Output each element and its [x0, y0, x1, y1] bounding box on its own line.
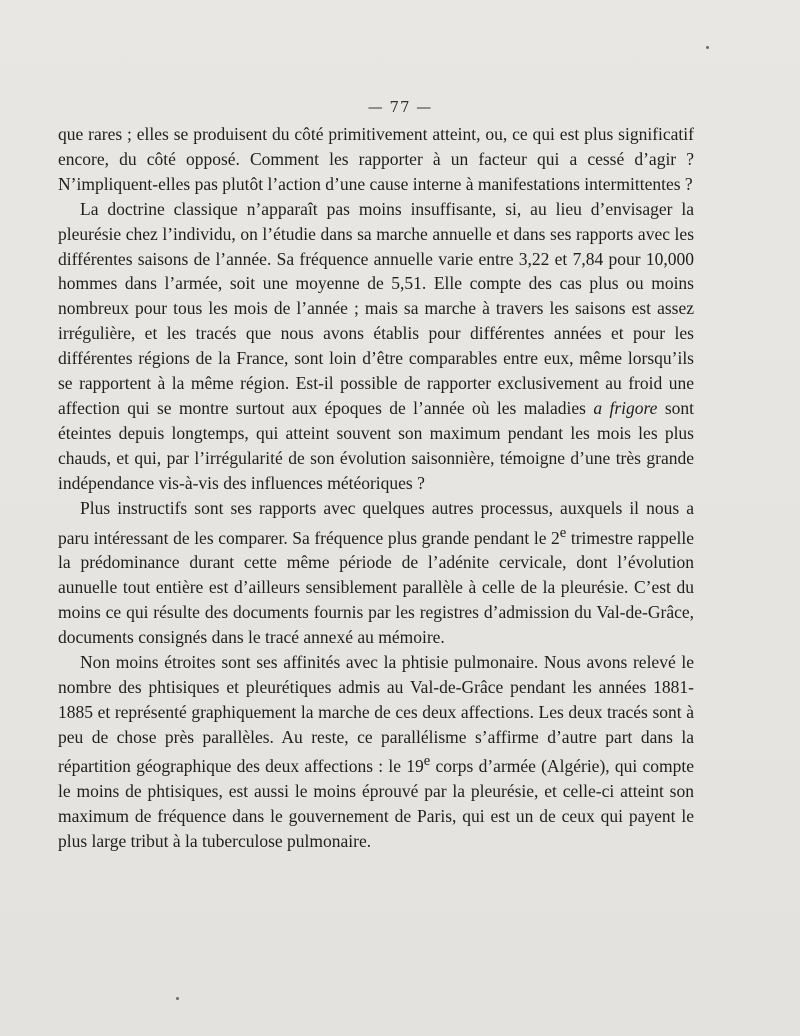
dust-speck	[176, 997, 179, 1000]
paragraph-4-text-a: Non moins étroites sont ses affinités avec la phtisie pulmonaire. Nous avons relevé le nombre des phtisiques et pleurétiques admis au Val-de-Grâce pendant les années 1881-1885 et représenté graphiquement la marche de ces deux affections. Les deux tracés sont à peu de chose près parallèles. Au reste, ce parallélisme s’affirme d’autre part dans la répartition géographique des deux affections : le 19	[58, 651, 694, 777]
paragraph-1	[58, 122, 694, 197]
paragraph-2-text-a: La doctrine classique n’apparaît pas moins insuffisante, si, au lieu d’envisager la pleurésie chez l’individu, on l’étudie dans sa marche annuelle et dans ses rapports avec les différentes saisons de l’année. Sa fréquence annuelle varie entre 3,22 et 7,84 pour 10,000 hommes dans l’armée, soit une moyenne de 5,51. Elle compte des cas plus ou moins nombreux pour tous les mois de l’année ; mais sa marche à travers les saisons est assez irrégulière, et les tracés que nous avons établis pour différentes années et pour les différentes régions de la France, sont loin d’être comparables entre eux, même lorsqu’ils se rapportent à la même région. Est-il possible de rapporter exclusivement au froid une affection qui se montre surtout aux époques de l’année où les maladies	[58, 198, 694, 418]
paragraph-1-text: que rares ; elles se produisent du côté primitivement atteint, ou, ce qui est plus significatif encore, du côté opposé. Comment les rapporter à un facteur qui a cessé d’agir ? N’impliquent-elles pas plutôt l’action d’une cause interne à manifestations intermittentes ?	[58, 124, 694, 194]
superscript-e: e	[559, 524, 567, 541]
superscript-e: e	[423, 753, 431, 770]
paragraph-3-text-b: trimestre rappelle la prédominance durant cette même période de l’adénite cervicale, dont l’évolution aunuelle tout entière est d’ailleurs sensiblement parallèle à celle de la pleurésie. C’est du moins ce qui résulte des documents fournis par les registres d’admission du Val-de-Grâce, documents consignés dans le tracé annexé au mémoire.	[58, 527, 694, 647]
paragraph-3	[58, 496, 694, 650]
paragraph-4-text-b: corps d’armée (Algérie), qui compte le moins de phtisiques, est aussi le moins éprouvé par la pleurésie, et celle-ci atteint son maximum de fréquence dans le gouvernement de Paris, qui est un de ceux qui payent le plus large tribut à la tuberculose pulmonaire.	[58, 756, 694, 852]
paragraph-3-text-a: Plus instructifs sont ses rapports avec quelques autres processus, auxquels il nous a paru intéressant de les comparer. Sa fréquence plus grande pendant le 2	[58, 497, 694, 548]
paragraph-4	[58, 650, 694, 854]
paragraph-2	[58, 197, 694, 496]
body-text	[58, 122, 694, 854]
dust-speck	[706, 46, 709, 49]
paragraph-2-text-b: sont éteintes depuis longtemps, qui atteint souvent son maximum pendant les mois les plus chauds, et qui, par l’irrégularité de son évolution saisonnière, témoigne d’une très grande indépendance vis-à-vis des influences météoriques ?	[58, 397, 694, 493]
latin-term: a frigore	[593, 397, 658, 418]
page-number: — 77 —	[367, 98, 433, 116]
